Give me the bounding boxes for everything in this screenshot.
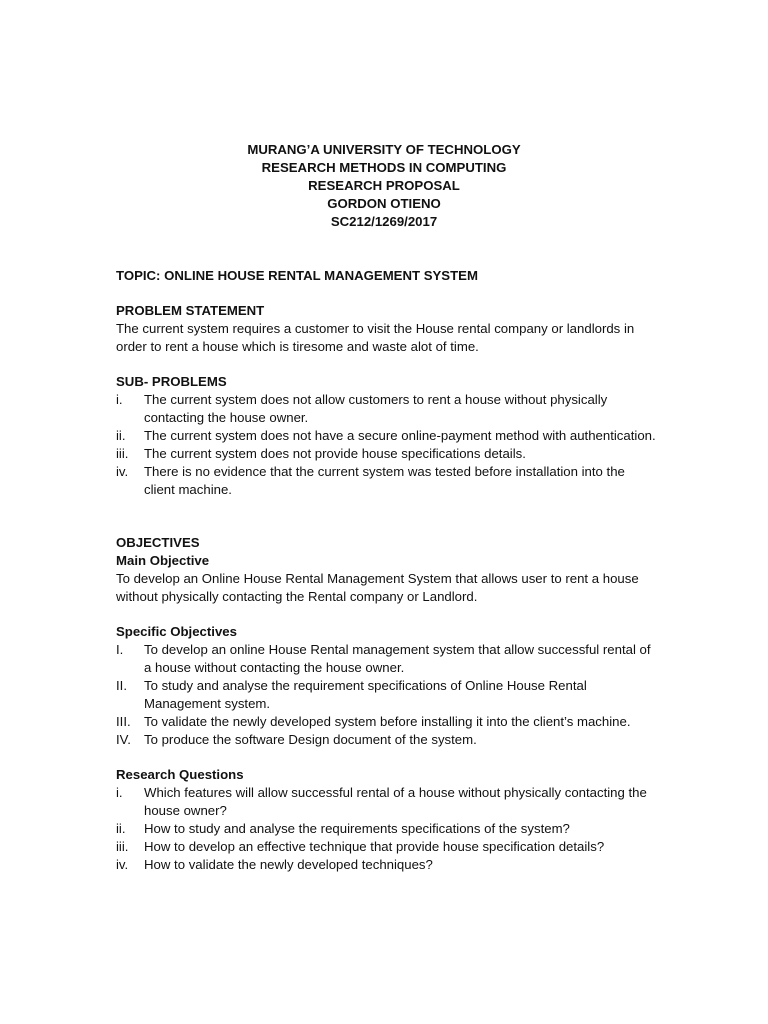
list-item: [116, 445, 656, 463]
main-objective-heading: Main Objective: [116, 553, 210, 568]
list-item-number: iii.: [116, 839, 129, 854]
list-item-number: II.: [116, 678, 127, 693]
list-item-number: I.: [116, 642, 124, 657]
main-objective-text: To develop an Online House Rental Management System that allows user to rent a house without physically contacting the Rental company or Landlord.: [116, 571, 639, 604]
specific-objectives-heading: Specific Objectives: [116, 624, 237, 639]
list-item: [116, 784, 656, 820]
list-item-text: How to study and analyse the requirements specifications of the system?: [144, 821, 570, 836]
list-item-number: iii.: [116, 446, 129, 461]
list-item: [116, 713, 656, 731]
sub-problems-section: [116, 373, 656, 499]
list-item: [116, 463, 656, 499]
sub-problems-heading: SUB- PROBLEMS: [116, 374, 227, 389]
author-name: GORDON OTIENO: [327, 196, 441, 211]
research-questions-section: [116, 766, 656, 874]
document-page: [116, 141, 656, 874]
list-item-text: The current system does not have a secure online-payment method with authentication.: [144, 428, 656, 443]
problem-statement-heading: PROBLEM STATEMENT: [116, 303, 265, 318]
list-item-text: How to validate the newly developed techniques?: [144, 857, 433, 872]
sub-problems-list: [116, 391, 656, 499]
list-item-text: The current system does not allow customers to rent a house without physically contacting the house owner.: [144, 392, 608, 425]
problem-statement-section: [116, 302, 656, 356]
list-item: [116, 641, 656, 677]
problem-statement-text: The current system requires a customer to visit the House rental company or landlords in order to rent a house which is tiresome and waste alot of time.: [116, 321, 635, 354]
registration-number: SC212/1269/2017: [330, 214, 438, 229]
objectives-heading: OBJECTIVES: [116, 535, 200, 550]
university-name: MURANG’A UNIVERSITY OF TECHNOLOGY: [247, 142, 521, 157]
list-item-text: The current system does not provide house specifications details.: [144, 446, 526, 461]
list-item-text: There is no evidence that the current system was tested before installation into the client machine.: [144, 464, 625, 497]
course-name: RESEARCH METHODS IN COMPUTING: [261, 160, 507, 175]
document-type: RESEARCH PROPOSAL: [308, 178, 460, 193]
list-item-number: iv.: [116, 857, 129, 872]
list-item-text: To study and analyse the requirement specifications of Online House Rental Management system.: [144, 678, 587, 711]
list-item-text: To develop an online House Rental management system that allow successful rental of a house without contacting the house owner.: [144, 642, 651, 675]
list-item-text: To validate the newly developed system before installing it into the client’s machine.: [144, 714, 631, 729]
list-item: [116, 427, 656, 445]
list-item: [116, 838, 656, 856]
list-item: [116, 677, 656, 713]
list-item-number: ii.: [116, 821, 126, 836]
list-item-number: i.: [116, 392, 123, 407]
list-item: [116, 856, 656, 874]
list-item-text: How to develop an effective technique that provide house specification details?: [144, 839, 605, 854]
specific-objectives-list: [116, 641, 656, 749]
list-item: [116, 820, 656, 838]
list-item-number: ii.: [116, 428, 126, 443]
objectives-section: [116, 534, 656, 606]
research-questions-list: [116, 784, 656, 874]
list-item: [116, 391, 656, 427]
list-item-number: IV.: [116, 732, 131, 747]
research-questions-heading: Research Questions: [116, 767, 244, 782]
topic-title: TOPIC: ONLINE HOUSE RENTAL MANAGEMENT SYSTEM: [116, 268, 478, 283]
list-item-number: i.: [116, 785, 123, 800]
specific-objectives-section: [116, 623, 656, 749]
list-item-number: III.: [116, 714, 131, 729]
list-item-text: To produce the software Design document of the system.: [144, 732, 477, 747]
document-header: [116, 141, 652, 231]
list-item-text: Which features will allow successful rental of a house without physically contacting the house owner?: [144, 785, 647, 818]
list-item: [116, 731, 656, 749]
list-item-number: iv.: [116, 464, 129, 479]
